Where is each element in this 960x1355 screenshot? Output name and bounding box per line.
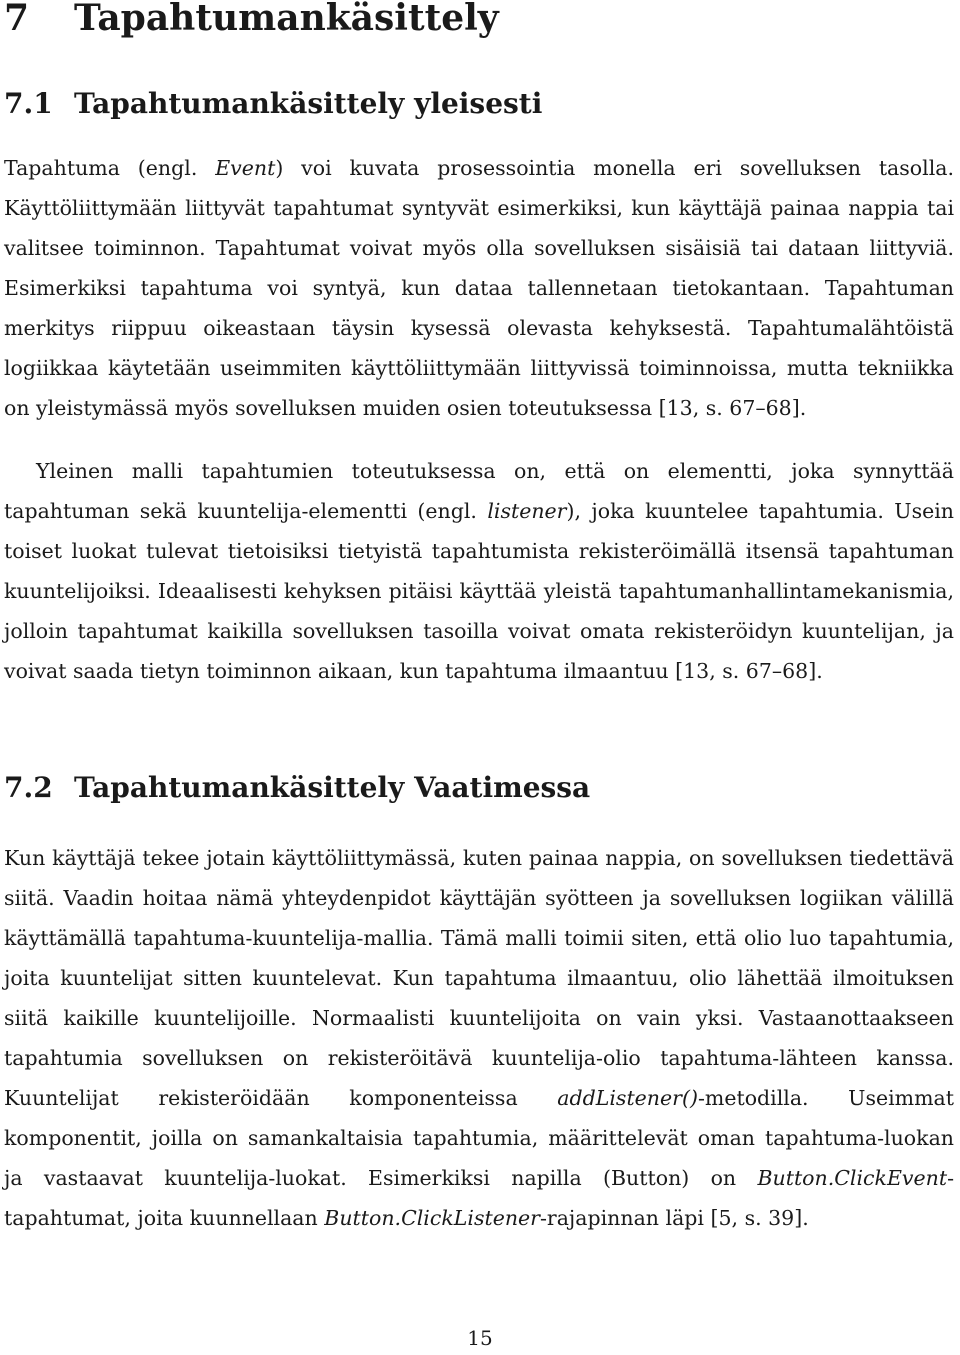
text-run: -rajapinnan läpi [5, s. 39]. <box>539 1206 809 1230</box>
section-number: 7.2 <box>4 771 53 804</box>
italic-term: Event <box>215 156 276 180</box>
section-title: Tapahtumankäsittely Vaatimessa <box>74 771 591 804</box>
text-run: ) voi kuvata prosessointia monella eri sovelluksen tasolla. Käyttöliittymään liittyvät tapahtumat syntyvät esimerkiksi, kun käyttäjä painaa nappia tai valitsee toiminnon. Tapahtumat voivat myös olla sovelluksen sisäisiä tai dataan liittyviä. Esimerkiksi tapahtuma voi syntyä, kun dataa tallennetaan tietokantaan. Tapahtuman merkitys riippuu oikeastaan täysin kysessä olevasta kehyksestä. Tapahtumalähtöistä logiikkaa käytetään useimmiten käyttöliittymään liittyvissä toiminnoissa, mutta tekniikka on yleistymässä myös sovelluksen muiden osien toteutuksessa [13, s. 67–68]. <box>4 156 954 420</box>
page-number: 15 <box>467 1326 493 1350</box>
section-number: 7.1 <box>4 87 53 120</box>
body-paragraph <box>4 148 954 428</box>
text-run: ), joka kuuntelee tapahtumia. Usein toiset luokat tulevat tietoisiksi tietyistä tapahtumista rekisteröimällä itsensä tapahtuman kuuntelijoiksi. Ideaalisesti kehyksen pitäisi käyttää yleistä tapahtumanhallintamekanismia, jolloin tapahtumat kaikilla sovelluksen tasoilla voivat omata rekisteröidyn kuuntelijan, ja voivat saada tietyn toiminnon aikaan, kun tapahtuma ilmaantuu [13, s. 67–68]. <box>4 499 954 683</box>
section-heading <box>4 770 590 806</box>
code-term: Button.ClickEvent <box>757 1166 948 1190</box>
section-heading <box>4 86 542 122</box>
text-run: -tapahtumat, joita kuunnellaan <box>4 1166 954 1230</box>
text-run: Yleinen malli tapahtumien toteutuksessa on, että on elementti, joka synnyttää tapahtuman sekä kuuntelija-elementti (engl. <box>4 459 954 523</box>
chapter-heading <box>4 0 499 40</box>
text-run: Tapahtuma (engl. <box>4 156 216 180</box>
section-title: Tapahtumankäsittely yleisesti <box>74 87 543 120</box>
code-term: addListener() <box>557 1086 698 1110</box>
text-run: Kun käyttäjä tekee jotain käyttöliittymässä, kuten painaa nappia, on sovelluksen tiedettävä siitä. Vaadin hoitaa nämä yhteydenpidot käyttäjän syötteen ja sovelluksen logiikan välillä käyttämällä tapahtuma-kuuntelija-mallia. Tämä malli toimii siten, että olio luo tapahtumia, joita kuuntelijat sitten kuuntelevat. Kun tapahtuma ilmaantuu, olio lähettää ilmoituksen siitä kaikille kuuntelijoille. Normaalisti kuuntelijoita on vain yksi. Vastaanottaakseen tapahtumia sovelluksen on rekisteröitävä kuuntelija-olio tapahtuma-lähteen kanssa. Kuuntelijat rekisteröidään komponenteissa <box>4 846 954 1110</box>
text-run: -metodilla. Useimmat komponentit, joilla on samankaltaisia tapahtumia, määrittelevät oman tapahtuma-luokan ja vastaavat kuuntelija-luokat. Esimerkiksi napilla (Button) on <box>4 1086 954 1190</box>
body-paragraph <box>4 451 954 691</box>
chapter-number: 7 <box>4 0 30 39</box>
italic-term: listener <box>487 499 567 523</box>
chapter-title: Tapahtumankäsittely <box>74 0 499 39</box>
code-term: Button.ClickListener <box>324 1206 540 1230</box>
body-paragraph <box>4 838 954 1238</box>
